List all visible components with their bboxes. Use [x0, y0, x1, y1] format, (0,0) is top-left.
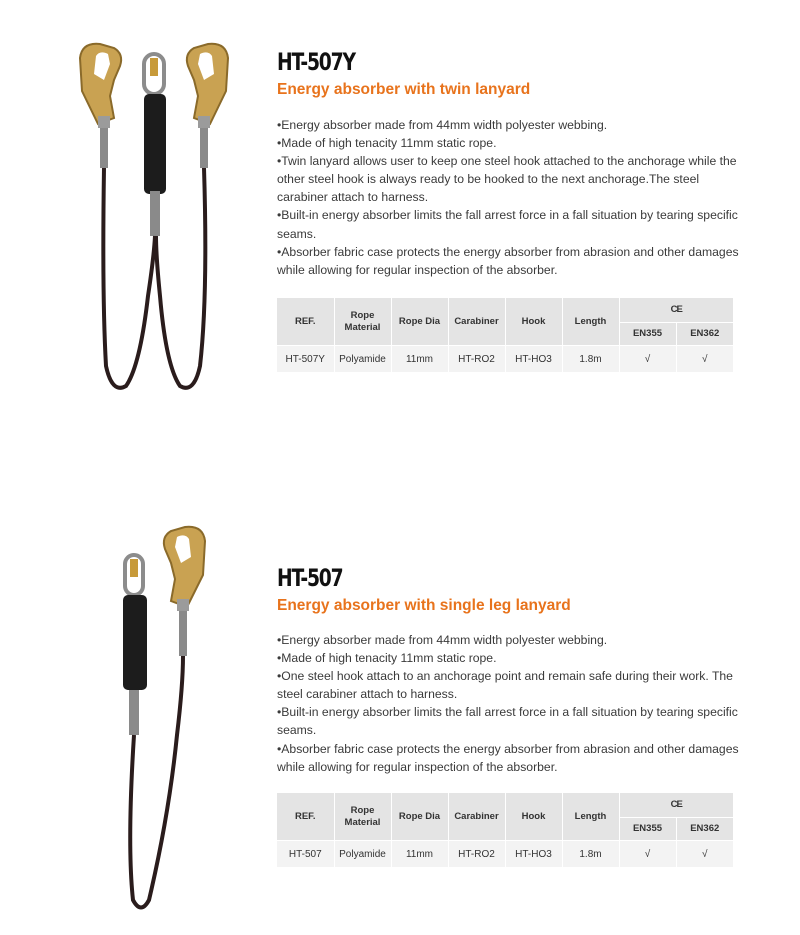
feature-item: • One steel hook attach to an anchorage point and remain safe during their work. The steel carabiner attach to harness. — [277, 667, 747, 703]
energy-absorber-icon — [144, 94, 166, 194]
header-en355: EN355 — [619, 323, 676, 346]
cell-rope-material: Polyamide — [334, 841, 391, 868]
product-ht-507y — [0, 0, 800, 460]
product-title: HT-507 — [277, 564, 343, 592]
product-subtitle: Energy absorber with single leg lanyard — [277, 597, 571, 614]
header-rope-material — [334, 298, 391, 346]
product-ht-507 — [0, 495, 800, 935]
spec-table — [277, 793, 733, 867]
carabiner-icon — [125, 555, 143, 595]
header-rope-material — [334, 793, 391, 841]
feature-item: • Made of high tenacity 11mm static rope. — [277, 649, 747, 667]
feature-list — [277, 631, 747, 776]
header-ref: REF. — [277, 298, 334, 346]
right-steel-hook-icon — [187, 44, 228, 128]
ce-mark-icon: CE — [619, 298, 733, 323]
header-rope-material-line2: Material — [344, 321, 381, 333]
cell-en355: √ — [619, 841, 676, 868]
left-steel-hook-icon — [80, 44, 121, 128]
header-en362: EN362 — [676, 323, 733, 346]
cell-en355: √ — [619, 346, 676, 373]
feature-item: • Energy absorber made from 44mm width polyester webbing. — [277, 631, 747, 649]
cell-rope-material: Polyamide — [334, 346, 391, 373]
header-rope-dia: Rope Dia — [391, 298, 448, 346]
header-hook: Hook — [505, 298, 562, 346]
header-hook: Hook — [505, 793, 562, 841]
cell-length: 1.8m — [562, 346, 619, 373]
cell-en362: √ — [676, 841, 733, 868]
feature-list — [277, 116, 747, 279]
header-en355: EN355 — [619, 818, 676, 841]
header-rope-material-line1: Rope — [350, 804, 375, 816]
header-carabiner: Carabiner — [448, 793, 505, 841]
spec-table — [277, 298, 733, 372]
header-rope-material-line1: Rope — [350, 309, 375, 321]
carabiner-icon — [144, 54, 164, 94]
header-ref: REF. — [277, 793, 334, 841]
cell-carabiner: HT-RO2 — [448, 841, 505, 868]
feature-item: • Energy absorber made from 44mm width polyester webbing. — [277, 116, 747, 134]
table-row — [277, 841, 733, 868]
feature-item: • Twin lanyard allows user to keep one steel hook attached to the anchorage while the other steel hook is always ready to be hooked to the next anchorage.The steel carabiner attach to harness. — [277, 152, 747, 206]
ce-mark-icon: CE — [619, 793, 733, 818]
energy-absorber-icon — [123, 595, 147, 690]
cell-rope-dia: 11mm — [391, 841, 448, 868]
header-length: Length — [562, 793, 619, 841]
table-row — [277, 346, 733, 373]
header-en362: EN362 — [676, 818, 733, 841]
cell-hook: HT-HO3 — [505, 346, 562, 373]
cell-length: 1.8m — [562, 841, 619, 868]
cell-en362: √ — [676, 346, 733, 373]
cell-rope-dia: 11mm — [391, 346, 448, 373]
feature-item: • Absorber fabric case protects the energy absorber from abrasion and other damages while allowing for regular inspection of the absorber. — [277, 243, 747, 279]
cell-ref: HT-507Y — [277, 346, 334, 373]
steel-hook-icon — [164, 527, 205, 611]
cell-hook: HT-HO3 — [505, 841, 562, 868]
feature-item: • Made of high tenacity 11mm static rope. — [277, 134, 747, 152]
cell-ref: HT-507 — [277, 841, 334, 868]
header-rope-material-line2: Material — [344, 816, 381, 828]
single-leg-lanyard-image — [105, 515, 220, 915]
feature-item: • Absorber fabric case protects the energy absorber from abrasion and other damages while allowing for regular inspection of the absorber. — [277, 740, 747, 776]
twin-lanyard-image — [70, 36, 240, 401]
header-carabiner: Carabiner — [448, 298, 505, 346]
feature-item: • Built-in energy absorber limits the fall arrest force in a fall situation by tearing specific seams. — [277, 703, 747, 739]
feature-item: • Built-in energy absorber limits the fall arrest force in a fall situation by tearing specific seams. — [277, 206, 747, 242]
header-length: Length — [562, 298, 619, 346]
product-title: HT-507Y — [277, 48, 355, 76]
product-subtitle: Energy absorber with twin lanyard — [277, 81, 531, 98]
header-rope-dia: Rope Dia — [391, 793, 448, 841]
cell-carabiner: HT-RO2 — [448, 346, 505, 373]
